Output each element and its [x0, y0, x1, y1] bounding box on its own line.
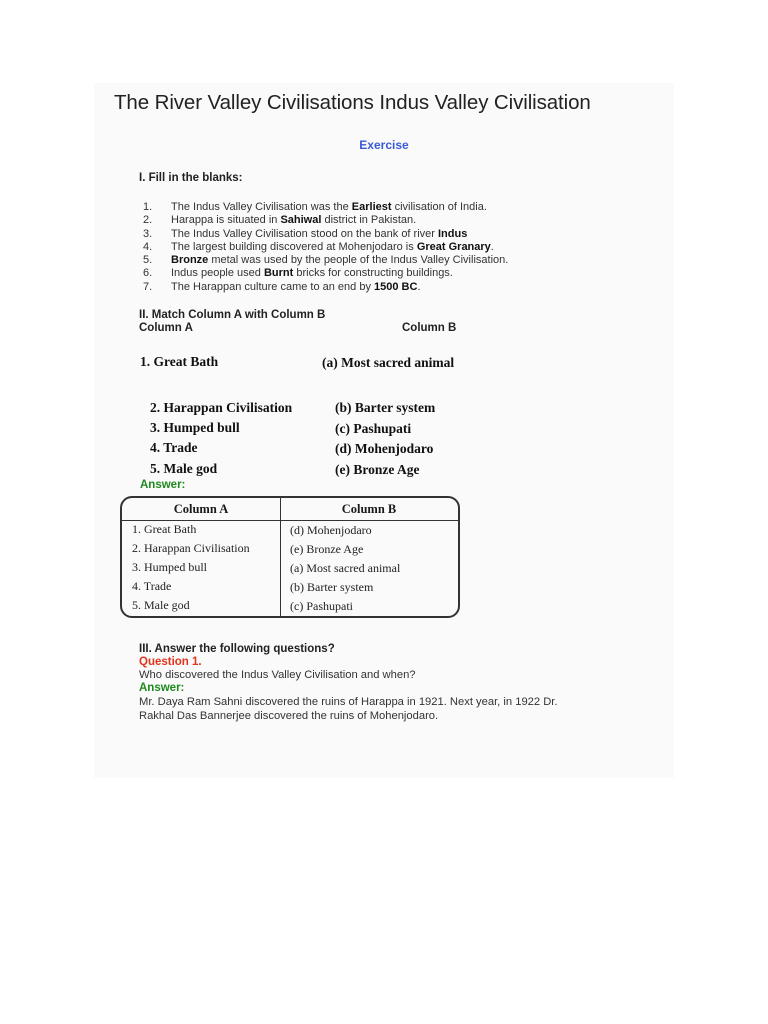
list-item: 3. The Indus Valley Civilisation stood on the bank of river Indus: [143, 227, 468, 240]
table-cell-a: 5. Male god: [132, 598, 190, 612]
match-item-a: 3. Humped bull: [150, 420, 240, 435]
fill-blanks-list: [141, 201, 508, 294]
table-header-column-a: Column A: [122, 498, 280, 521]
table-cell-a: 1. Great Bath: [132, 522, 197, 536]
table-cell-b: (e) Bronze Age: [290, 542, 364, 556]
list-item: 6. Indus people used Burnt bricks for constructing buildings.: [143, 267, 453, 280]
section-fill-blanks-heading: I. Fill in the blanks:: [139, 172, 243, 184]
list-item: 7. The Harappan culture came to an end by 1500 BC.: [143, 280, 421, 293]
answer-text-line: Mr. Daya Ram Sahni discovered the ruins of Harappa in 1921. Next year, in 1922 Dr.: [139, 696, 558, 708]
table-cell-a: 3. Humped bull: [132, 560, 207, 574]
column-b-label: Column B: [402, 322, 457, 334]
answer-label: Answer:: [139, 682, 185, 694]
table-cell-a: 2. Harappan Civilisation: [132, 541, 250, 555]
section-match-heading: II. Match Column A with Column B: [139, 309, 326, 321]
answer-text-line: Rakhal Das Bannerjee discovered the ruins of Mohenjodaro.: [139, 710, 439, 722]
table-cell-b: (d) Mohenjodaro: [290, 523, 372, 537]
match-item-b: (e) Bronze Age: [335, 462, 420, 477]
match-item-b: (d) Mohenjodaro: [335, 441, 434, 456]
list-item: 1. The Indus Valley Civilisation was the Earliest civilisation of India.: [143, 201, 487, 213]
list-item: 2. Harappa is situated in Sahiwal district in Pakistan.: [143, 214, 417, 227]
match-item-a: 4. Trade: [150, 440, 198, 455]
column-a-label: Column A: [139, 322, 193, 334]
document-page: [94, 83, 674, 778]
question-text: Who discovered the Indus Valley Civilisation and when?: [139, 669, 416, 681]
table-cell-b: (c) Pashupati: [290, 599, 353, 613]
answer-label: Answer:: [140, 479, 186, 491]
match-item-b: (c) Pashupati: [335, 421, 412, 436]
table-cell-b: (b) Barter system: [290, 580, 374, 594]
section-questions-heading: III. Answer the following questions?: [139, 643, 335, 655]
match-item-a: 5. Male god: [150, 461, 218, 476]
match-item-a: 1. Great Bath: [140, 354, 219, 369]
table-cell-b: (a) Most sacred animal: [290, 561, 401, 575]
list-item: 5. Bronze metal was used by the people of the Indus Valley Civilisation.: [143, 254, 509, 267]
match-item-a: 2. Harappan Civilisation: [150, 400, 293, 415]
table-cell-a: 4. Trade: [132, 579, 172, 593]
exercise-label: Exercise: [359, 138, 409, 152]
list-item: 4. The largest building discovered at Mohenjodaro is Great Granary.: [143, 240, 494, 253]
table-header-column-b: Column B: [280, 498, 458, 521]
page-title: The River Valley Civilisations Indus Valley Civilisation: [114, 91, 591, 114]
match-item-b: (b) Barter system: [335, 400, 436, 415]
match-item-b: (a) Most sacred animal: [322, 355, 455, 370]
question-label: Question 1.: [139, 656, 202, 668]
answer-table: [120, 496, 460, 618]
